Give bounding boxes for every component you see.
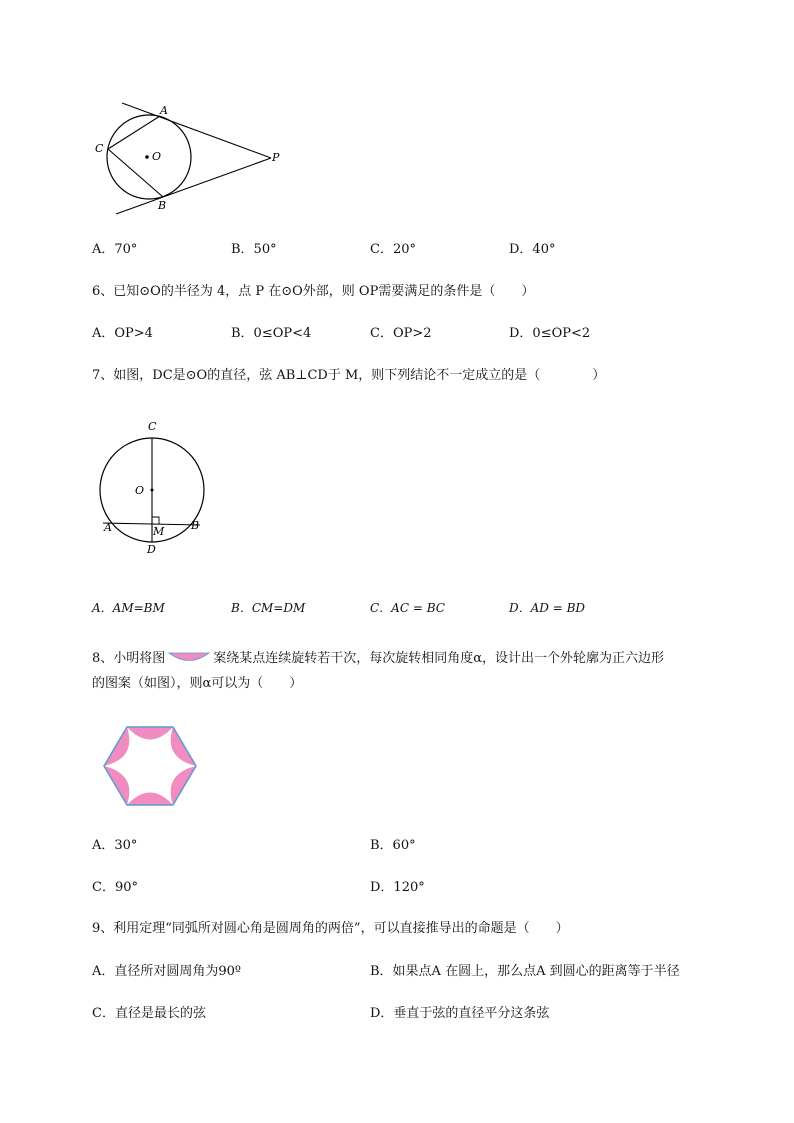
figure-q8-hexagon-pattern [100,724,200,808]
q7-right-angle-mark [152,517,159,524]
q8-option-a[interactable]: A．30° [92,838,138,853]
q7-option-c[interactable]: C．AC = BC [370,601,445,615]
q5-circle [107,115,191,199]
q8-stem-part2: 案绕某点连续旋转若干次，每次旋转相同角度α，设计出一个外轮廓为正六边形 [213,651,665,666]
q9-option-a[interactable]: A．直径所对圆周角为90º [92,964,242,979]
q5-label-c: C [95,142,104,155]
figure-q7-circle-diameter [96,415,216,560]
q5-label-b: B [158,199,167,212]
figure-q5-circle-tangents [90,98,290,220]
q8-option-d[interactable]: D．120° [370,880,425,895]
q7-option-a[interactable]: A．AM=BM [92,601,165,615]
q9-stem: 9、利用定理“同弧所对圆心角是圆周角的两倍”，可以直接推导出的命题是（ ） [92,921,569,936]
q8-segment-1 [127,727,173,740]
q7-label-m: M [153,525,165,538]
q7-option-b[interactable]: B．CM=DM [231,601,306,615]
q5-tangent-upper [122,103,271,158]
q6-option-c[interactable]: C．OP>2 [370,326,432,341]
q8-stem-part1: 8、小明将图 [92,651,166,666]
q7-option-d[interactable]: D．AD = BD [509,601,586,615]
q8-stem-line2: 的图案（如图），则α可以为（ ） [92,676,303,691]
q7-label-o: O [135,484,145,497]
q5-option-d[interactable]: D．40° [509,242,556,257]
q5-tangent-lower [116,158,271,214]
q7-label-a: A [104,521,112,534]
q8-option-b[interactable]: B．60° [370,838,416,853]
q5-option-c[interactable]: C．20° [370,242,416,257]
q5-option-b[interactable]: B．50° [231,242,277,257]
q9-option-d[interactable]: D．垂直于弦的直径平分这条弦 [370,1006,550,1021]
q7-label-b: B [191,519,200,532]
q5-center-dot [145,155,149,159]
q7-stem: 7、如图，DC是⊙O的直径，弦 AB⊥CD于 M，则下列结论不一定成立的是（ ） [92,368,606,383]
q7-label-c: C [148,420,157,433]
q5-label-a: A [160,104,168,117]
q7-label-d: D [147,543,156,556]
q9-option-c[interactable]: C．直径是最长的弦 [92,1006,206,1021]
q5-label-o: O [152,150,162,163]
q6-option-b[interactable]: B．0≤OP<4 [231,326,312,341]
q6-stem: 6、已知⊙O的半径为 4，点 P 在⊙O外部，则 OP需要满足的条件是（ ） [92,284,535,299]
q8-stem-line1 [92,650,664,668]
q5-option-a[interactable]: A．70° [92,242,138,257]
q5-chord-ca [108,116,160,149]
q5-label-p: P [272,151,280,164]
q6-option-d[interactable]: D．0≤OP<2 [509,326,591,341]
q7-center-dot [151,489,154,492]
q8-segment-4 [127,793,173,806]
q9-option-b[interactable]: B．如果点A 在圆上，那么点A 到圆心的距离等于半径 [370,964,680,979]
q8-option-c[interactable]: C．90° [92,880,138,895]
q8-inline-segment-icon [167,650,211,664]
q6-option-a[interactable]: A．OP>4 [92,326,153,341]
